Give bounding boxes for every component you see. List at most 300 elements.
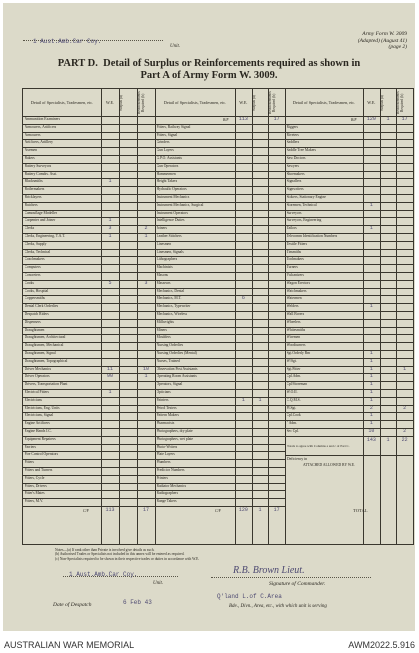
row-surplus xyxy=(119,202,137,210)
row-label: Linesmen xyxy=(156,241,172,246)
row-label: Boilermakers xyxy=(24,187,45,192)
row-rule xyxy=(23,272,413,273)
row-surplus xyxy=(252,459,269,467)
row-reinf xyxy=(137,241,155,249)
row-surplus xyxy=(119,178,137,186)
row-surplus xyxy=(119,350,137,358)
row-label: Fitters and Turners xyxy=(24,468,53,472)
total-label: TOTAL xyxy=(353,508,368,513)
row-label: Toolmakers xyxy=(286,257,304,262)
date-handwritten: 6 Feb 43 xyxy=(123,599,152,606)
row-surplus xyxy=(252,147,269,155)
row-label: Cpl.Adm. xyxy=(286,374,302,379)
header-detail: Detail of Specialists, Tradesmen, etc. xyxy=(292,100,356,105)
row-label: Photo-Writers xyxy=(156,444,178,449)
row-label: Shoemakers xyxy=(286,171,305,176)
row-surplus xyxy=(119,366,137,374)
row-we: 2 xyxy=(369,404,373,411)
row-reinf xyxy=(137,147,155,155)
row-we xyxy=(101,467,119,475)
row-label: Nurses, Trained xyxy=(156,358,180,363)
row-reinf: 10 xyxy=(142,365,149,372)
row-we xyxy=(235,147,252,155)
row-label: Butchers xyxy=(24,202,38,207)
row-reinf xyxy=(137,155,155,163)
row-we xyxy=(363,178,380,186)
row-label: Plate Layers xyxy=(156,452,175,457)
row-we xyxy=(235,249,252,257)
row-label: Fitters, Cycle xyxy=(24,475,45,480)
row-we xyxy=(101,202,119,210)
row-reinf xyxy=(137,451,155,459)
row-reinf xyxy=(396,303,413,311)
row-reinf xyxy=(268,280,285,288)
row-surplus xyxy=(119,451,137,459)
row-label: Instrument Mechanics xyxy=(156,195,190,199)
row-we xyxy=(235,303,252,311)
row-surplus xyxy=(252,444,269,452)
row-reinf xyxy=(137,116,155,124)
header-we: W.E. xyxy=(105,100,115,105)
row-we: 90 xyxy=(106,373,113,380)
row-surplus xyxy=(380,217,397,225)
row-rule xyxy=(23,350,413,351)
row-we xyxy=(235,381,252,389)
row-surplus xyxy=(380,366,397,374)
row-surplus xyxy=(119,155,137,163)
row-surplus: 1 xyxy=(386,116,390,122)
row-label: Ammunition Examiners xyxy=(24,117,61,121)
row-we xyxy=(101,436,119,444)
row-we xyxy=(235,272,252,280)
row-surplus xyxy=(380,241,397,249)
row-reinf xyxy=(268,233,285,241)
row-rule xyxy=(23,420,413,421)
row-surplus xyxy=(119,171,137,179)
row-reinf xyxy=(137,202,155,210)
row-label: Welders xyxy=(286,304,299,309)
row-surplus xyxy=(252,405,269,413)
row-surplus xyxy=(380,233,397,241)
row-rule xyxy=(23,498,285,499)
row-we xyxy=(101,319,119,327)
row-label: Surveyors xyxy=(286,210,302,215)
row-label: Clerks, Engineering, T.A.T. xyxy=(24,234,66,238)
notes xyxy=(55,548,199,561)
row-reinf xyxy=(396,381,413,389)
row-we xyxy=(363,249,380,257)
row-we xyxy=(101,451,119,459)
row-surplus xyxy=(252,178,269,186)
row-label: Fitters, M.V. xyxy=(24,499,44,504)
row-reinf xyxy=(396,288,413,296)
row-we xyxy=(235,451,252,459)
row-reinf xyxy=(268,428,285,436)
row-reinf xyxy=(137,186,155,194)
row-surplus xyxy=(119,217,137,225)
row-surplus: 1 xyxy=(258,396,262,403)
row-reinf xyxy=(137,124,155,132)
row-label: Vulcanizers xyxy=(286,273,304,277)
row-surplus xyxy=(252,334,269,342)
row-we xyxy=(101,116,119,124)
row-surplus xyxy=(119,116,137,124)
row-surplus xyxy=(380,295,397,303)
row-we xyxy=(235,233,252,241)
row-label: Farriers xyxy=(24,444,36,449)
row-label: Pharmacists xyxy=(156,421,175,426)
row-label: Electricians, Signal xyxy=(24,413,54,418)
row-reinf xyxy=(137,350,155,358)
row-label: Carpenter and Joiner xyxy=(24,218,56,223)
row-reinf xyxy=(137,381,155,389)
row-label: Draughtsmen, Mechanical xyxy=(24,343,64,348)
row-reinf xyxy=(137,295,155,303)
row-we xyxy=(101,163,119,171)
row-reinf xyxy=(396,334,413,342)
row-rule xyxy=(23,249,413,250)
specialists-table xyxy=(22,88,414,545)
row-label: Nursing Orderlies xyxy=(156,343,184,348)
row-reinf xyxy=(396,139,413,147)
row-reinf xyxy=(396,171,413,179)
row-we: 1 xyxy=(108,233,112,239)
signature-rule xyxy=(211,577,371,578)
row-reinf xyxy=(268,311,285,319)
row-label: Clerks xyxy=(24,226,35,231)
row-we xyxy=(101,155,119,163)
row-reinf xyxy=(396,210,413,218)
row-surplus xyxy=(119,498,137,506)
row-label: Cpl.Cook xyxy=(286,413,301,418)
row-we xyxy=(101,295,119,303)
row-reinf xyxy=(396,327,413,335)
row-label: Bricklayers xyxy=(24,195,42,199)
row-reinf xyxy=(137,319,155,327)
row-label: Tailors xyxy=(286,226,297,231)
row-label: Gun Layers xyxy=(156,148,174,153)
row-rule xyxy=(23,163,413,164)
row-we xyxy=(235,412,252,420)
row-we xyxy=(101,256,119,264)
row-surplus xyxy=(119,459,137,467)
row-we: 1 xyxy=(369,396,373,403)
row-reinf xyxy=(396,256,413,264)
row-surplus xyxy=(252,451,269,459)
row-reinf xyxy=(396,280,413,288)
row-we xyxy=(235,334,252,342)
row-we xyxy=(363,194,380,202)
row-surplus xyxy=(119,295,137,303)
row-surplus xyxy=(119,412,137,420)
row-label: Electricians xyxy=(24,397,42,402)
row-surplus xyxy=(252,389,269,397)
row-reinf xyxy=(137,327,155,335)
row-reinf xyxy=(137,412,155,420)
row-reinf xyxy=(396,178,413,186)
row-surplus xyxy=(252,475,269,483)
row-we xyxy=(101,444,119,452)
row-label: W/Sgt. xyxy=(286,358,297,363)
row-reinf xyxy=(396,272,413,280)
row-surplus xyxy=(252,280,269,288)
row-reinf xyxy=(268,483,285,491)
row-surplus xyxy=(252,139,269,147)
row-we xyxy=(235,436,252,444)
row-reinf xyxy=(396,241,413,249)
row-rule xyxy=(23,366,413,367)
archive-credit: AUSTRALIAN WAR MEMORIAL xyxy=(4,640,135,650)
row-label: Blacksmiths xyxy=(24,179,43,184)
row-we xyxy=(101,186,119,194)
row-surplus xyxy=(380,163,397,171)
row-reinf xyxy=(268,171,285,179)
row-reinf xyxy=(268,256,285,264)
row-reinf xyxy=(137,139,155,147)
row-label: Riggers xyxy=(286,124,298,129)
row-surplus xyxy=(119,139,137,147)
row-we xyxy=(235,178,252,186)
row-reinf xyxy=(268,303,285,311)
row-surplus xyxy=(119,358,137,366)
row-surplus xyxy=(380,381,397,389)
row-reinf xyxy=(137,483,155,491)
bde-label: Bde., Divn., Area, etc., with which unit is serving xyxy=(229,604,327,609)
title-line1: Detail of Surplus or Reinforcements required as shown in xyxy=(103,58,361,69)
row-rule xyxy=(23,428,413,429)
row-surplus xyxy=(119,381,137,389)
cf-we: 113 xyxy=(105,507,115,513)
row-we xyxy=(101,171,119,179)
row-we xyxy=(363,327,380,335)
row-reinf xyxy=(137,459,155,467)
row-surplus xyxy=(252,358,269,366)
row-we xyxy=(101,350,119,358)
row-label: Driver Operators xyxy=(24,374,50,379)
row-label: Instrument Mechanics, Surgical xyxy=(156,202,204,207)
row-label: Turners xyxy=(286,265,298,270)
row-we: 1 xyxy=(369,225,373,232)
row-we xyxy=(235,342,252,350)
row-we: 1 xyxy=(108,389,112,395)
row-we xyxy=(235,132,252,140)
row-label: Woodturners xyxy=(286,343,306,348)
row-we xyxy=(235,241,252,249)
row-label: Plumbers xyxy=(156,460,171,465)
row-surplus xyxy=(252,217,269,225)
row-we xyxy=(235,217,252,225)
cf-label-2: C/F xyxy=(215,509,221,513)
row-we xyxy=(101,428,119,436)
row-label: Leather Stitchers xyxy=(156,234,182,238)
row-reinf xyxy=(268,451,285,459)
row-surplus xyxy=(252,498,269,506)
row-label: Axemen xyxy=(24,148,37,153)
row-label: Surveyors, Engineering xyxy=(286,218,322,223)
row-surplus xyxy=(252,288,269,296)
row-reinf xyxy=(268,412,285,420)
row-rule xyxy=(23,451,285,452)
note-line2: (b) Authorised Trades or Specialists not included in this annex will be entered as required. xyxy=(55,552,185,557)
row-rule xyxy=(23,132,413,133)
row-surplus xyxy=(119,225,137,233)
row-reinf xyxy=(268,467,285,475)
row-reinf xyxy=(396,186,413,194)
row-surplus xyxy=(252,155,269,163)
row-we xyxy=(363,139,380,147)
row-surplus xyxy=(252,342,269,350)
row-reinf xyxy=(268,334,285,342)
row-label: Opticians xyxy=(156,390,171,394)
row-we xyxy=(235,475,252,483)
row-surplus xyxy=(252,350,269,358)
row-reinf xyxy=(268,249,285,257)
row-rule xyxy=(23,280,413,281)
row-reinf xyxy=(268,319,285,327)
row-rule xyxy=(23,483,285,484)
row-reinf xyxy=(268,288,285,296)
row-rule xyxy=(23,202,413,203)
row-rule xyxy=(23,186,413,187)
row-we xyxy=(235,498,252,506)
row-label: W.O.II. xyxy=(286,390,298,394)
row-reinf xyxy=(396,124,413,132)
row-reinf xyxy=(137,272,155,280)
row-label: Coppersmiths xyxy=(24,296,45,301)
row-label: Range Takers xyxy=(156,499,177,504)
row-we: 1 xyxy=(369,357,373,364)
row-label: Electrical Fitters xyxy=(24,390,49,394)
row-surplus xyxy=(252,428,269,436)
row-label: Painters xyxy=(156,397,169,402)
row-we xyxy=(235,428,252,436)
cf-we: 120 xyxy=(238,507,248,513)
row-label: Tinsmiths xyxy=(286,249,302,254)
row-we: 1 xyxy=(369,350,373,356)
form-ref-line2: (Adapted) (August 41) xyxy=(357,37,407,44)
row-label: Draughtsmen, Topographical xyxy=(24,358,68,363)
row-surplus xyxy=(119,303,137,311)
totals-note: Totals to agree with Columns a and c of Part C. xyxy=(287,444,350,448)
row-label: Petrol Testers xyxy=(156,405,177,410)
row-surplus xyxy=(119,389,137,397)
cf-label-1: C/F xyxy=(83,509,89,513)
row-rule xyxy=(23,467,285,468)
row-label: " Adm. xyxy=(286,421,298,426)
row-reinf xyxy=(268,178,285,186)
header-surplus: Surplus (a) xyxy=(379,95,384,111)
row-we xyxy=(101,405,119,413)
row-we xyxy=(101,412,119,420)
row-surplus xyxy=(119,436,137,444)
signature: R.B. Brown Lieut. xyxy=(233,565,305,576)
row-label: Moulders xyxy=(156,335,171,340)
row-rule xyxy=(23,225,413,226)
row-we xyxy=(235,373,252,381)
row-we xyxy=(101,210,119,218)
row-reinf xyxy=(268,295,285,303)
row-rule xyxy=(23,405,413,406)
row-reinf xyxy=(396,194,413,202)
row-surplus xyxy=(119,319,137,327)
row-surplus xyxy=(252,116,269,124)
row-reinf xyxy=(396,311,413,319)
row-surplus xyxy=(119,397,137,405)
row-rule xyxy=(23,178,413,179)
row-we xyxy=(235,288,252,296)
row-we xyxy=(101,194,119,202)
row-reinf xyxy=(268,490,285,498)
row-surplus xyxy=(380,264,397,272)
row-reinf: 2 xyxy=(144,225,148,232)
row-rule xyxy=(23,264,413,265)
row-we xyxy=(101,342,119,350)
row-we xyxy=(235,420,252,428)
row-we xyxy=(101,327,119,335)
row-rule xyxy=(23,397,413,398)
row-we xyxy=(363,342,380,350)
row-rule xyxy=(23,327,413,328)
row-label: Watchmakers xyxy=(286,288,307,293)
row-surplus xyxy=(252,490,269,498)
row-label: Dental Clerk Orderlies xyxy=(24,304,59,309)
row-label: Battery Surveyors xyxy=(24,163,52,168)
row-reinf xyxy=(268,217,285,225)
row-we xyxy=(101,459,119,467)
row-reinf xyxy=(396,249,413,257)
row-we: 3 xyxy=(108,225,112,232)
row-surplus xyxy=(119,490,137,498)
row-reinf xyxy=(396,202,413,210)
row-surplus xyxy=(252,249,269,257)
row-we: 10 xyxy=(368,428,375,434)
row-label: Hammermen xyxy=(156,171,176,176)
row-we xyxy=(235,405,252,413)
row-we xyxy=(363,171,380,179)
row-label: Sgt.Fitter xyxy=(286,366,301,371)
row-we xyxy=(235,264,252,272)
row-surplus xyxy=(119,420,137,428)
row-label: Coachmakers xyxy=(24,257,45,262)
row-label: Pattern Makers xyxy=(156,413,179,418)
row-reinf xyxy=(137,217,155,225)
row-reinf xyxy=(396,389,413,397)
row-reinf xyxy=(268,444,285,452)
row-we xyxy=(363,319,380,327)
row-surplus xyxy=(380,319,397,327)
row-we: 11 xyxy=(106,365,113,372)
row-surplus xyxy=(252,327,269,335)
row-rule xyxy=(23,210,413,211)
row-label: Saddlers xyxy=(286,140,300,145)
row-surplus xyxy=(252,256,269,264)
row-reinf xyxy=(268,272,285,280)
row-we xyxy=(101,241,119,249)
row-rule xyxy=(23,342,413,343)
row-reinf xyxy=(137,163,155,171)
part-label: PART D. xyxy=(57,58,98,69)
row-surplus xyxy=(252,412,269,420)
row-reinf xyxy=(268,327,285,335)
row-we xyxy=(101,249,119,257)
row-surplus xyxy=(380,194,397,202)
row-reinf xyxy=(396,233,413,241)
row-we xyxy=(235,459,252,467)
row-label: Gun Operators xyxy=(156,163,179,168)
row-label: Mechanics, M.T. xyxy=(156,296,182,301)
row-label: Observation Post Assistants xyxy=(156,366,198,371)
row-surplus xyxy=(252,467,269,475)
